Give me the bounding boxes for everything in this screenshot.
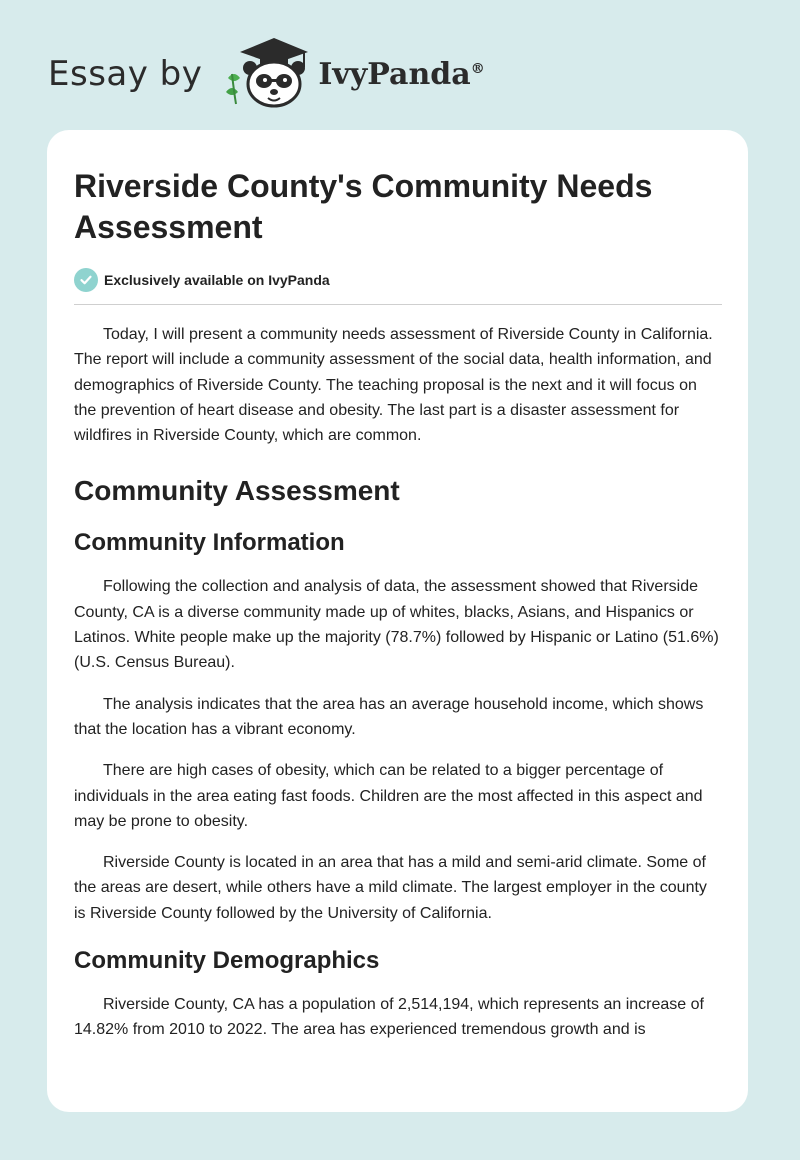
registered-mark: ® bbox=[470, 60, 485, 77]
paragraph: There are high cases of obesity, which can be related to a bigger percentage of individuals in the area eating fast foods. Children are the most affected in this aspect and may be prone to obesity. bbox=[74, 762, 703, 830]
section-heading-community-assessment: Community Assessment bbox=[74, 475, 400, 507]
article-title: Riverside County's Community Needs Assessment bbox=[74, 168, 653, 245]
exclusive-badge bbox=[74, 268, 722, 305]
intro-paragraph: Today, I will present a community needs assessment of Riverside County in California. The report will include a community assessment of the social data, health information, and demographics of Riverside County. The teaching proposal is the next and it will focus on the prevention of heart disease and obesity. The last part is a disaster assessment for wildfires in Riverside County, which are common. bbox=[74, 326, 713, 445]
paragraph: Riverside County, CA has a population of 2,514,194, which represents an increase of 14.82% from 2010 to 2022. The area has experienced tremendous growth and is bbox=[74, 996, 704, 1039]
subheading-community-demographics: Community Demographics bbox=[74, 947, 380, 975]
essay-by-label: Essay by bbox=[48, 54, 203, 94]
paragraph: The analysis indicates that the area has an average household income, which shows that the location has a vibrant economy. bbox=[74, 695, 704, 738]
subheading-community-information: Community Information bbox=[74, 529, 345, 557]
brand-name bbox=[318, 57, 484, 92]
article-card bbox=[47, 130, 748, 1112]
brand-text: IvyPanda bbox=[318, 56, 471, 92]
paragraph: Riverside County is located in an area that has a mild and semi-arid climate. Some of the areas are desert, while others have a mild climate. The largest employer in the county is Riverside County followed by the University of California. bbox=[74, 854, 707, 922]
panda-mascot-icon bbox=[220, 34, 312, 115]
ivypanda-logo[interactable] bbox=[220, 34, 484, 115]
paragraph: Following the collection and analysis of data, the assessment showed that Riverside County, CA is a diverse community made up of whites, blacks, Asians, and Hispanics or Latinos. White people make up the majority (78.7%) followed by Hispanic or Latino (51.6%) (U.S. Census Bureau). bbox=[74, 578, 719, 672]
check-icon bbox=[74, 268, 98, 292]
exclusive-label: Exclusively available on IvyPanda bbox=[104, 272, 330, 288]
site-header bbox=[48, 34, 485, 114]
